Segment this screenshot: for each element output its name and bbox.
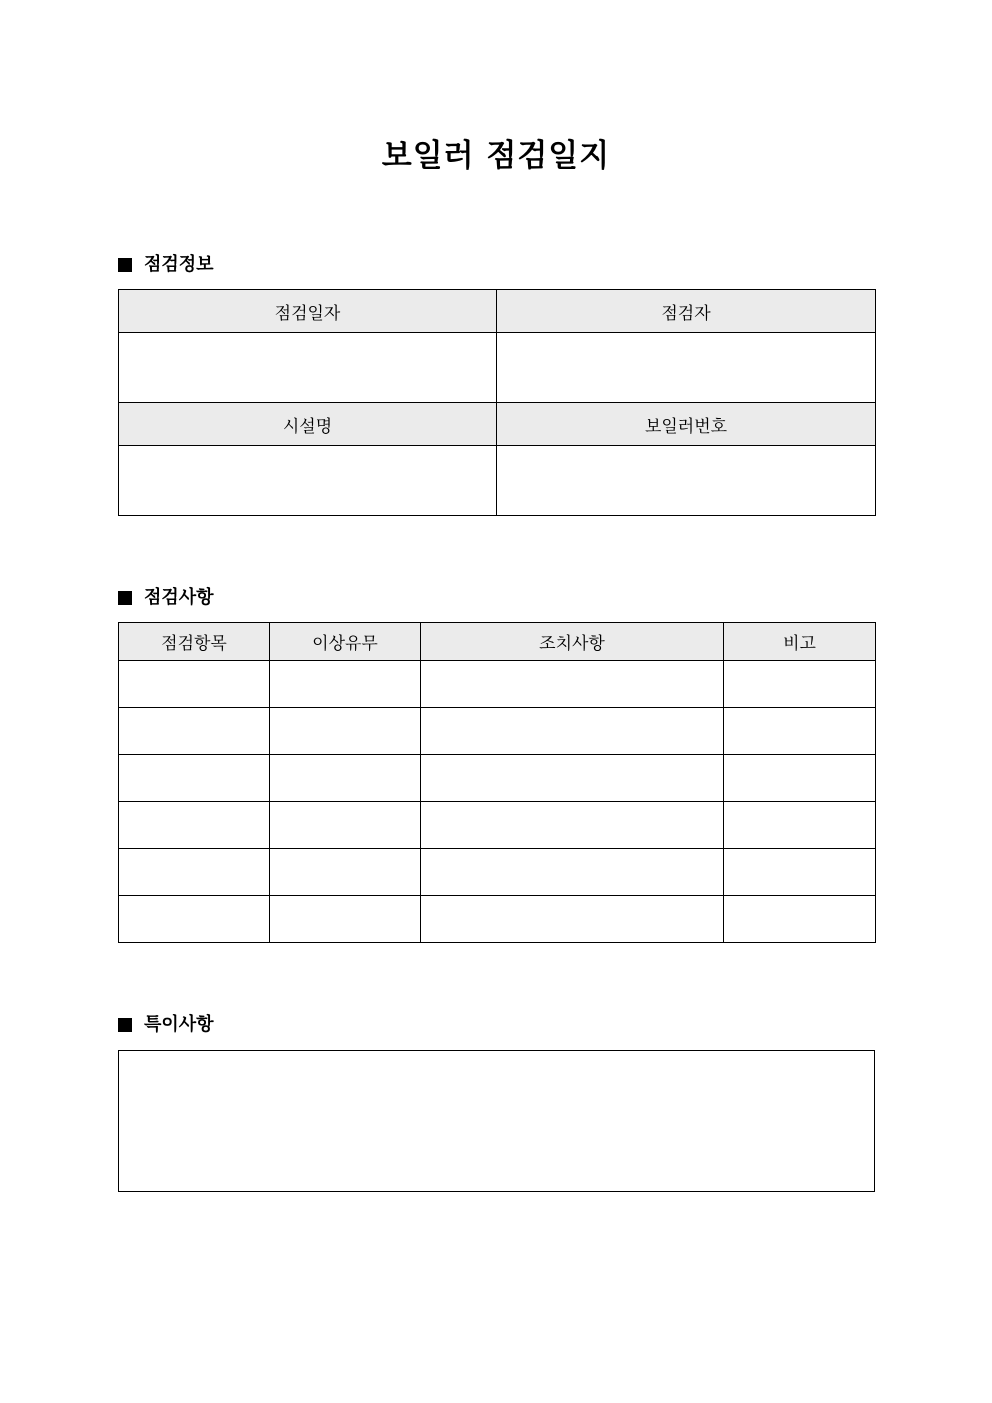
- header-action-taken: 조치사항: [421, 623, 724, 661]
- table-row: [119, 708, 876, 755]
- inspection-item-cell[interactable]: [119, 661, 270, 708]
- notes-cell[interactable]: [724, 896, 876, 943]
- inspection-items-table: [118, 622, 876, 943]
- section-heading-label: 특이사항: [144, 1014, 214, 1035]
- header-notes: 비고: [724, 623, 876, 661]
- inspection-item-cell[interactable]: [119, 755, 270, 802]
- section-heading-inspection-items: [118, 586, 214, 610]
- section-heading-label: 점검사항: [144, 587, 214, 608]
- table-row: [119, 661, 876, 708]
- section-heading-remarks: [118, 1013, 214, 1037]
- header-inspector: 점검자: [497, 290, 876, 333]
- abnormality-cell[interactable]: [270, 849, 421, 896]
- action-taken-cell[interactable]: [421, 802, 724, 849]
- inspection-item-cell[interactable]: [119, 802, 270, 849]
- notes-cell[interactable]: [724, 849, 876, 896]
- square-bullet-icon: [118, 1018, 132, 1032]
- section-heading-inspection-info: [118, 253, 214, 277]
- table-row: [119, 755, 876, 802]
- table-row: [119, 849, 876, 896]
- inspection-item-cell[interactable]: [119, 708, 270, 755]
- square-bullet-icon: [118, 591, 132, 605]
- square-bullet-icon: [118, 258, 132, 272]
- abnormality-cell[interactable]: [270, 661, 421, 708]
- facility-name-field[interactable]: [119, 446, 497, 516]
- table-row: [119, 446, 876, 516]
- notes-cell[interactable]: [724, 661, 876, 708]
- inspector-field[interactable]: [497, 333, 876, 403]
- table-header-row: [119, 403, 876, 446]
- header-boiler-number: 보일러번호: [497, 403, 876, 446]
- inspection-item-cell[interactable]: [119, 849, 270, 896]
- table-header-row: [119, 623, 876, 661]
- action-taken-cell[interactable]: [421, 896, 724, 943]
- notes-cell[interactable]: [724, 708, 876, 755]
- action-taken-cell[interactable]: [421, 708, 724, 755]
- header-inspection-date: 점검일자: [119, 290, 497, 333]
- header-inspection-item: 점검항목: [119, 623, 270, 661]
- boiler-number-field[interactable]: [497, 446, 876, 516]
- section-heading-label: 점검정보: [144, 254, 214, 275]
- header-facility-name: 시설명: [119, 403, 497, 446]
- inspection-date-field[interactable]: [119, 333, 497, 403]
- table-row: [119, 802, 876, 849]
- action-taken-cell[interactable]: [421, 661, 724, 708]
- remarks-field[interactable]: [118, 1050, 875, 1192]
- table-header-row: [119, 290, 876, 333]
- page-title: 보일러 점검일지: [381, 138, 611, 174]
- table-row: [119, 333, 876, 403]
- notes-cell[interactable]: [724, 802, 876, 849]
- action-taken-cell[interactable]: [421, 755, 724, 802]
- table-row: [119, 896, 876, 943]
- abnormality-cell[interactable]: [270, 896, 421, 943]
- notes-cell[interactable]: [724, 755, 876, 802]
- inspection-info-table: [118, 289, 876, 516]
- inspection-item-cell[interactable]: [119, 896, 270, 943]
- abnormality-cell[interactable]: [270, 708, 421, 755]
- abnormality-cell[interactable]: [270, 802, 421, 849]
- abnormality-cell[interactable]: [270, 755, 421, 802]
- header-abnormality: 이상유무: [270, 623, 421, 661]
- action-taken-cell[interactable]: [421, 849, 724, 896]
